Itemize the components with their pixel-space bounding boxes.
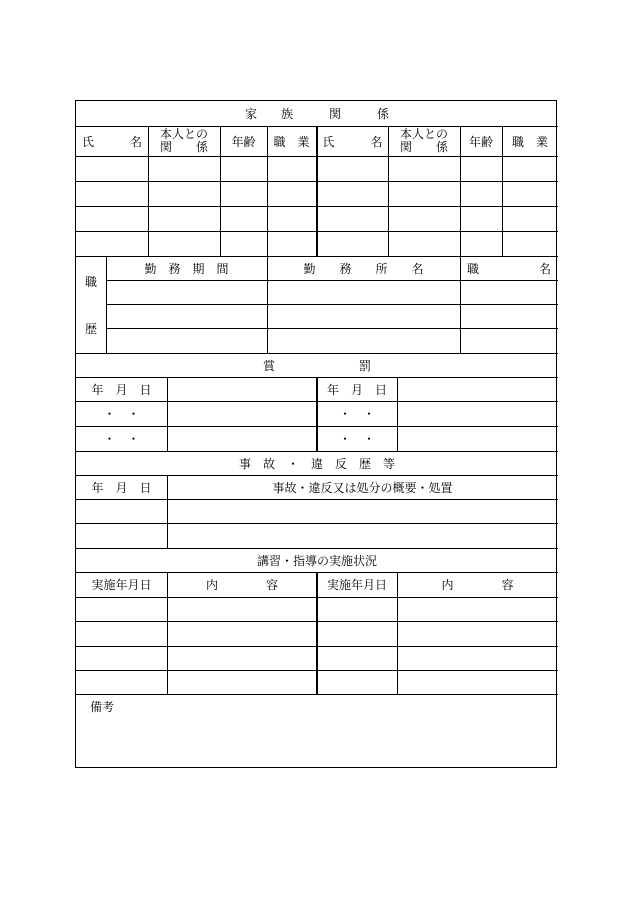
relation-header-line1: 本人との: [399, 127, 448, 141]
rewards-date-dots: ・ ・: [338, 407, 375, 421]
accidents-date-header: 年 月 日: [91, 480, 152, 495]
training-date-header-right: 実施年月日: [326, 578, 387, 592]
family-age-header-left: 年齢: [231, 134, 256, 149]
family-occupation-header-left: 職 業: [273, 134, 310, 149]
relation-header-line1: 本人との: [159, 127, 208, 141]
career-side-label-bottom: 歴: [84, 321, 97, 336]
accidents-section-title: 事 故 ・ 違 反 歴 等: [238, 456, 395, 471]
rewards-section-title: 賞 罰: [262, 358, 371, 373]
rewards-date-dots: ・ ・: [103, 432, 140, 446]
remarks-field[interactable]: [76, 694, 558, 769]
family-name-header-left: 氏 名: [81, 134, 142, 149]
training-content-header-left: 内 容: [205, 578, 278, 592]
family-relation-header-right: [388, 126, 460, 156]
career-place-header: 勤 務 所 名: [303, 261, 424, 276]
career-period-header: 勤 務 期 間: [144, 261, 229, 276]
training-content-header-right: 内 容: [441, 578, 514, 592]
family-relation-header-left: [148, 126, 220, 156]
training-section-title: 講習・指導の実施状況: [256, 553, 377, 568]
relation-header-line2: 関 係: [159, 140, 208, 154]
remarks-label: 備考: [90, 700, 115, 714]
rewards-date-dots: ・ ・: [338, 432, 375, 446]
family-occupation-header-right: 職 業: [511, 134, 548, 149]
rewards-date-header-left: 年 月 日: [91, 382, 152, 397]
career-position-header: 職 名: [466, 261, 551, 276]
career-side-label-top: 職: [84, 274, 97, 289]
training-date-header-left: 実施年月日: [91, 578, 152, 592]
rewards-date-header-right: 年 月 日: [326, 382, 387, 397]
rewards-date-dots: ・ ・: [103, 407, 140, 421]
family-section-title: 家 族 関 係: [244, 107, 389, 121]
accidents-detail-header: 事故・違反又は処分の概要・処置: [272, 480, 453, 495]
family-name-header-right: 氏 名: [322, 134, 383, 149]
personnel-record-form: [75, 100, 557, 768]
relation-header-line2: 関 係: [399, 140, 448, 154]
family-age-header-right: 年齢: [468, 134, 493, 149]
